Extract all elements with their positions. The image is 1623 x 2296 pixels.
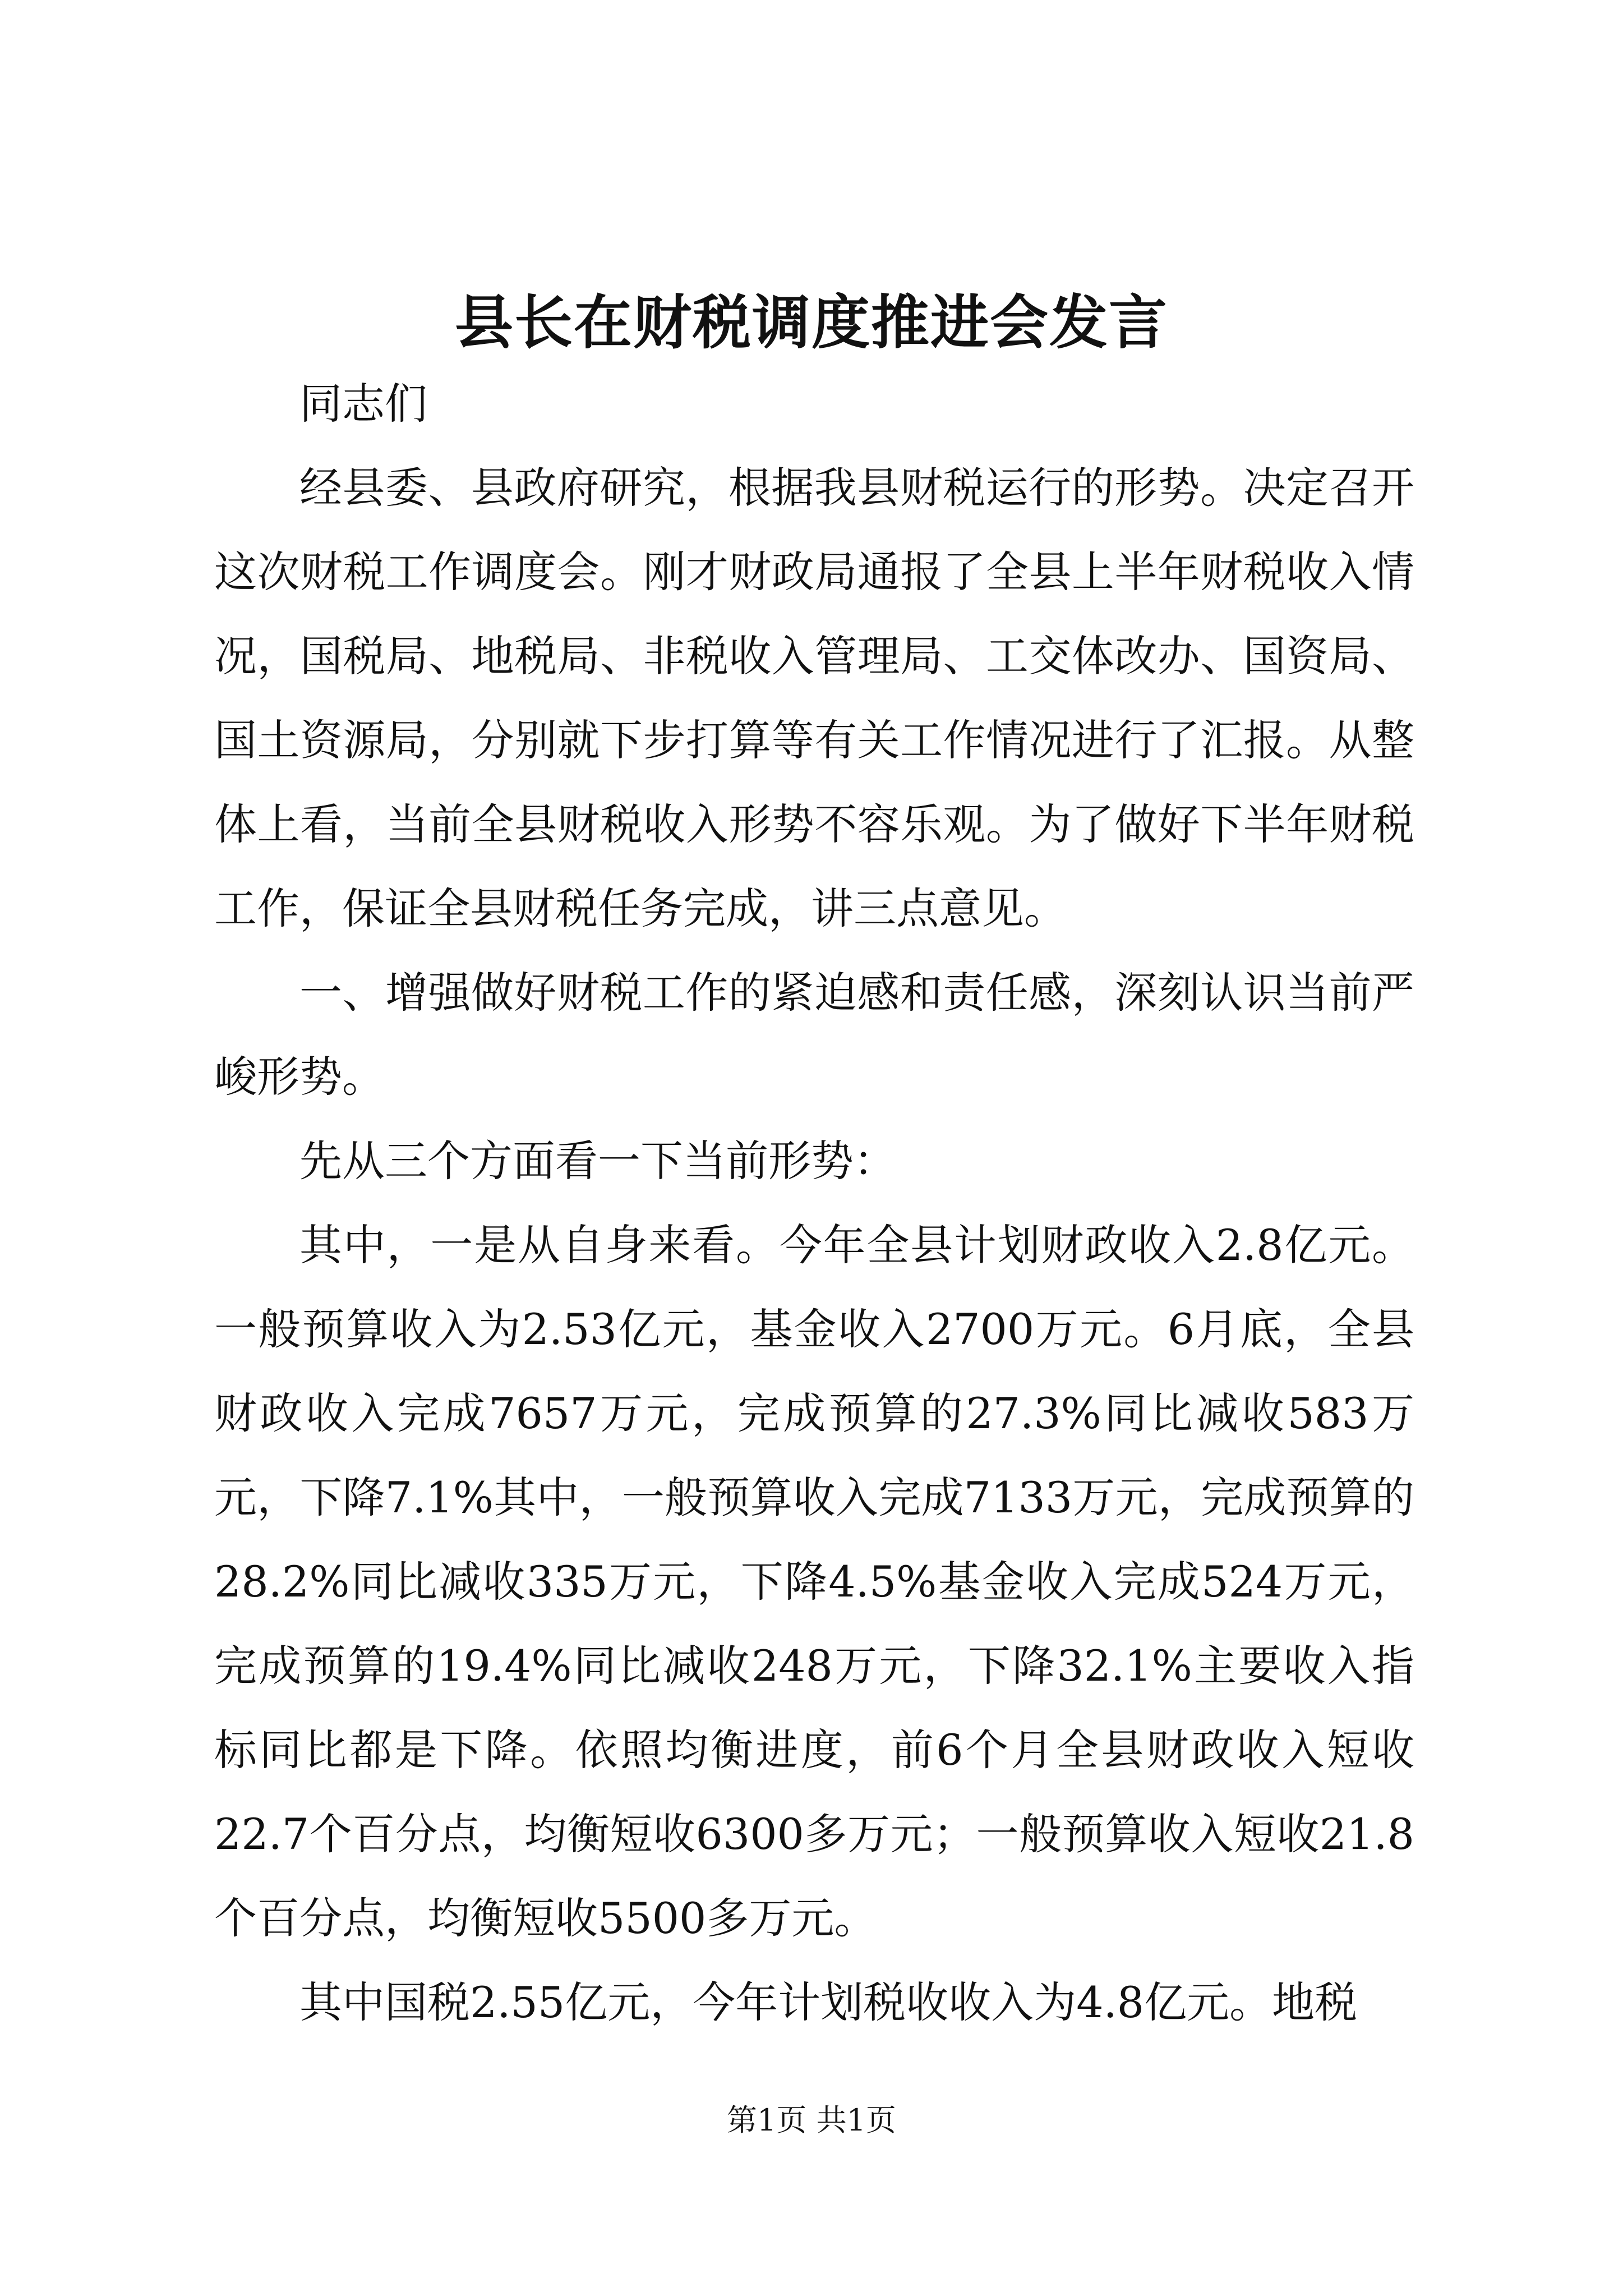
page-footer: 第1页 共1页	[727, 2102, 896, 2138]
section-heading-paragraph: 一、增强做好财税工作的紧迫感和责任感，深刻认识当前严峻形势。	[214, 968, 1414, 1102]
body-paragraph: 其中国税2.55亿元，今年计划税收收入为4.8亿元。地税	[299, 1977, 1358, 2027]
document-body	[214, 362, 1414, 2045]
salutation-paragraph: 同志们	[299, 379, 427, 429]
body-paragraph: 先从三个方面看一下当前形势：	[299, 1136, 896, 1186]
body-paragraph: 经县委、县政府研究，根据我县财税运行的形势。决定召开这次财税工作调度会。刚才财政局通报了全县上半年财税收入情况，国税局、地税局、非税收入管理局、工交体改办、国资局、国土资源局，分别就下步打算等有关工作情况进行了汇报。从整体上看，当前全县财税收入形势不容乐观。为了做好下半年财税工作，保证全县财税任务完成，讲三点意见。	[214, 463, 1414, 933]
document-title: 县长在财税调度推进会发言	[454, 288, 1168, 357]
body-paragraph: 其中，一是从自身来看。今年全县计划财政收入2.8亿元。一般预算收入为2.53亿元，基金收入2700万元。6月底，全县财政收入完成7657万元，完成预算的27.3%同比减收583万元，下降7.1%其中，一般预算收入完成7133万元，完成预算的28.2%同比减收335万元，下降4.5%基金收入完成524万元，完成预算的19.4%同比减收248万元，下降32.1%主要收入指标同比都是下降。依照均衡进度，前6个月全县财政收入短收22.7个百分点，均衡短收6300多万元；一般预算收入短收21.8个百分点，均衡短收5500多万元。	[214, 1220, 1414, 1943]
